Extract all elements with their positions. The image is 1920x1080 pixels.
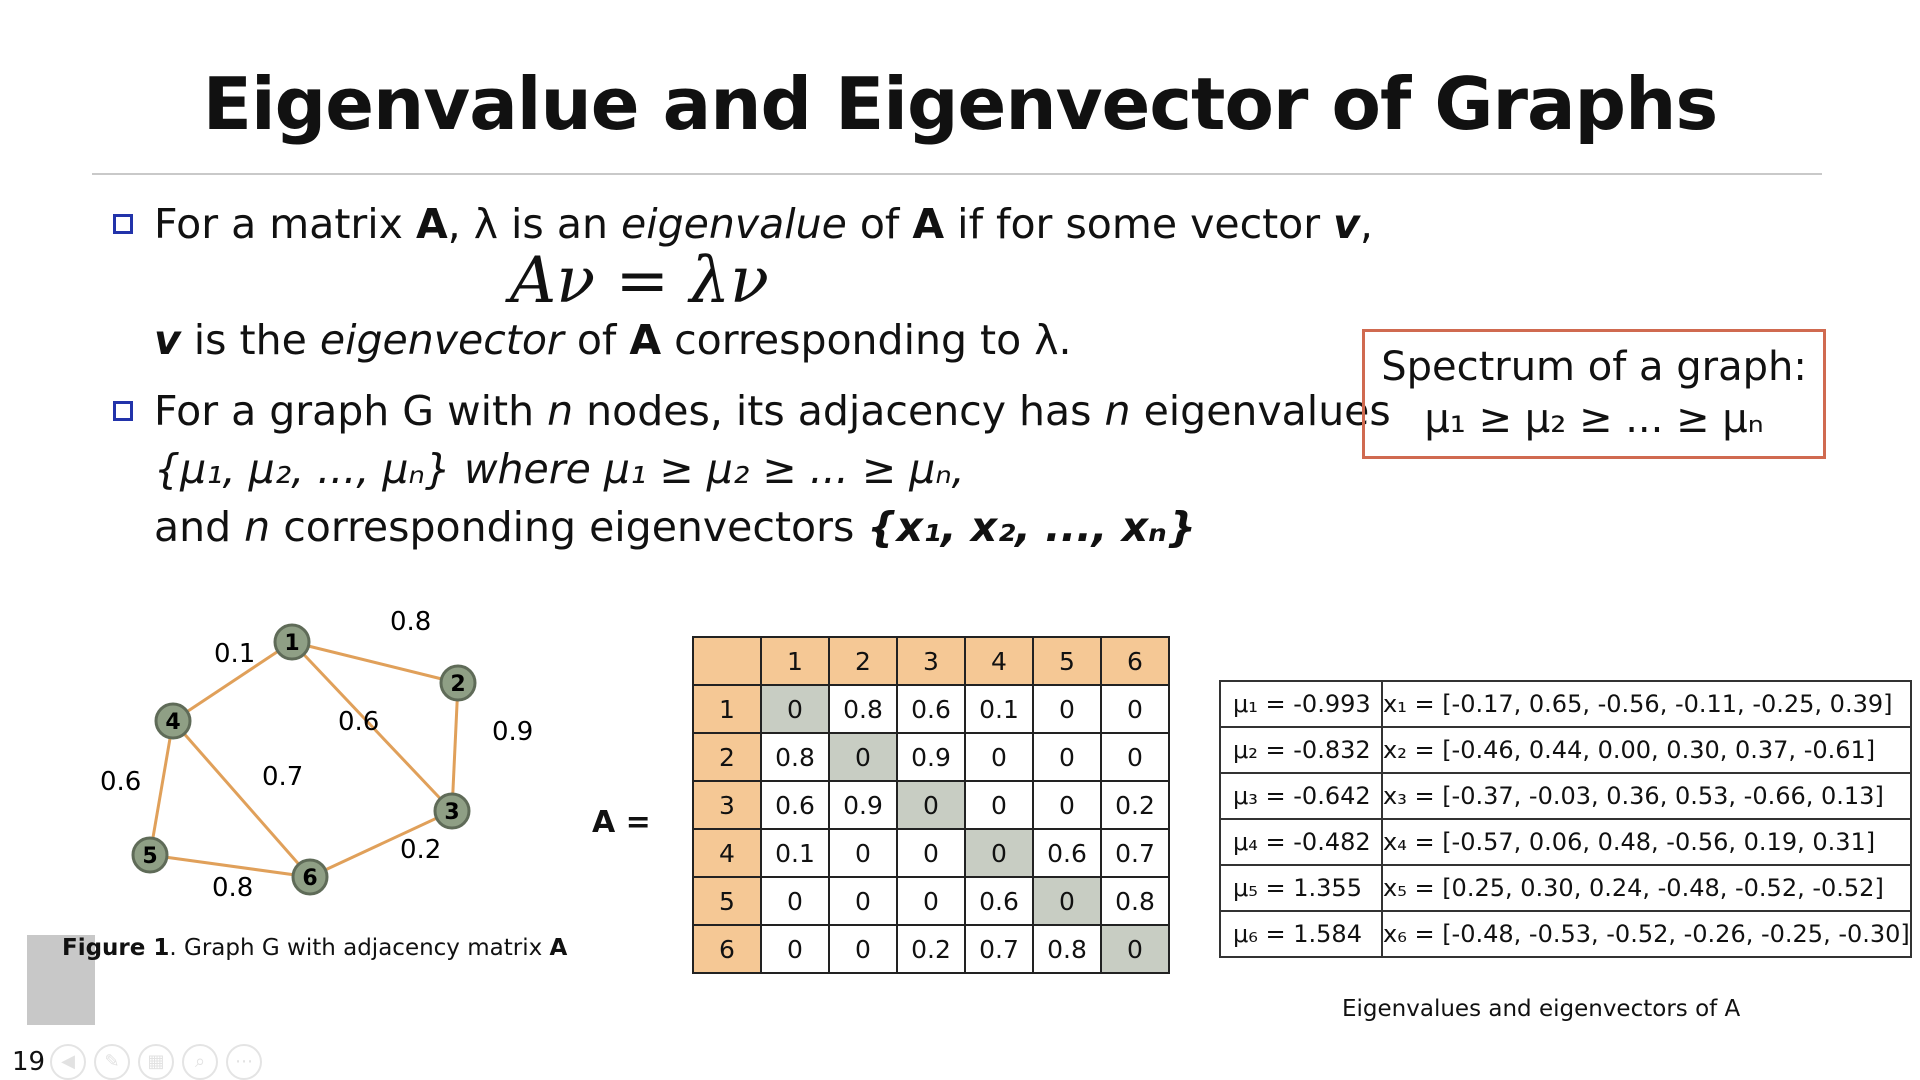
eigenvalue-cell: μ₁ = -0.993	[1220, 681, 1382, 727]
graph-node-1	[275, 625, 309, 659]
matrix-row	[693, 733, 1169, 781]
eigen-row	[1220, 911, 1911, 957]
node-label: 6	[302, 866, 318, 891]
eigenvector-cell: x₁ = [-0.17, 0.65, -0.56, -0.11, -0.25, 0.39]	[1382, 681, 1911, 727]
matrix-cell: 0	[897, 781, 965, 829]
spectrum-order: μ₁ ≥ μ₂ ≥ ... ≥ μₙ	[1424, 396, 1764, 442]
slide-title: Eigenvalue and Eigenvector of Graphs	[202, 62, 1718, 146]
matrix-row	[693, 781, 1169, 829]
matrix-cell: 0.1	[761, 829, 829, 877]
matrix-cell: 0.8	[829, 685, 897, 733]
bullet2-line1: For a graph G with n nodes, its adjacency has n eigenvalues	[154, 387, 1391, 435]
bullet-checkbox-icon	[113, 401, 133, 421]
matrix-cell: 0	[761, 925, 829, 973]
edge-weight-label: 0.8	[390, 607, 432, 637]
graph-node-2	[441, 666, 475, 700]
page-number: 19	[12, 1047, 46, 1077]
matrix-cell: 0	[1101, 685, 1169, 733]
eigen-row	[1220, 773, 1911, 819]
eigen-equation: Aν = λν	[510, 244, 769, 318]
matrix-col-header: 6	[1101, 637, 1169, 685]
title-divider	[92, 173, 1822, 175]
matrix-cell: 0	[965, 733, 1033, 781]
matrix-row	[693, 925, 1169, 973]
matrix-cell: 0	[965, 829, 1033, 877]
node-label: 5	[142, 844, 158, 869]
matrix-col-header: 2	[829, 637, 897, 685]
matrix-cell: 0.7	[965, 925, 1033, 973]
matrix-cell: 0	[761, 685, 829, 733]
edge-weight-label: 0.7	[262, 762, 304, 792]
matrix-row-header: 1	[693, 685, 761, 733]
matrix-cell: 0.9	[829, 781, 897, 829]
eigenvalue-cell: μ₆ = 1.584	[1220, 911, 1382, 957]
matrix-cell: 0	[1033, 877, 1101, 925]
eigen-table	[1219, 680, 1912, 958]
adjacency-matrix	[692, 636, 1170, 974]
matrix-cell: 0	[1033, 685, 1101, 733]
matrix-cell: 0	[829, 925, 897, 973]
matrix-row	[693, 829, 1169, 877]
matrix-col-header: 3	[897, 637, 965, 685]
bullet1-line1: For a matrix A, λ is an eigenvalue of A if for some vector v,	[154, 200, 1373, 248]
node-label: 4	[165, 710, 181, 735]
matrix-cell: 0	[965, 781, 1033, 829]
graph-node-4	[156, 704, 190, 738]
bullet1-line3: v is the eigenvector of A corresponding to λ.	[154, 316, 1072, 364]
graph-edge-1-2	[292, 642, 458, 683]
matrix-row-header: 3	[693, 781, 761, 829]
matrix-cell: 0	[829, 877, 897, 925]
graph-figure	[100, 600, 534, 920]
matrix-row	[693, 685, 1169, 733]
matrix-cell: 0	[829, 829, 897, 877]
matrix-row-header: 5	[693, 877, 761, 925]
matrix-col-header: 5	[1033, 637, 1101, 685]
node-label: 3	[444, 800, 460, 825]
matrix-cell: 0.7	[1101, 829, 1169, 877]
matrix-cell: 0	[1101, 733, 1169, 781]
matrix-cell: 0	[1033, 733, 1101, 781]
eigen-table-caption: Eigenvalues and eigenvectors of A	[1342, 996, 1741, 1022]
node-label: 1	[284, 631, 300, 656]
eigenvector-cell: x₅ = [0.25, 0.30, 0.24, -0.48, -0.52, -0.52]	[1382, 865, 1911, 911]
bullet2-line3: and n corresponding eigenvectors {x₁, x₂, ..., xₙ}	[154, 503, 1196, 551]
matrix-col-header: 1	[761, 637, 829, 685]
matrix-cell: 0.8	[761, 733, 829, 781]
matrix-cell: 0	[829, 733, 897, 781]
graph-node-3	[435, 794, 469, 828]
graph-edge-4-6	[173, 721, 310, 877]
eigenvector-cell: x₃ = [-0.37, -0.03, 0.36, 0.53, -0.66, 0.13]	[1382, 773, 1911, 819]
eigenvector-cell: x₄ = [-0.57, 0.06, 0.48, -0.56, 0.19, 0.31]	[1382, 819, 1911, 865]
eigenvector-cell: x₆ = [-0.48, -0.53, -0.52, -0.26, -0.25, -0.30]	[1382, 911, 1911, 957]
matrix-row	[693, 877, 1169, 925]
graph-edge-2-3	[452, 683, 458, 811]
matrix-cell: 0.1	[965, 685, 1033, 733]
graph-node-5	[133, 838, 167, 872]
eigenvalue-cell: μ₄ = -0.482	[1220, 819, 1382, 865]
eigen-row	[1220, 727, 1911, 773]
eigen-row	[1220, 819, 1911, 865]
edge-weight-label: 0.1	[214, 639, 256, 669]
matrix-cell: 0.6	[761, 781, 829, 829]
matrix-row-header: 2	[693, 733, 761, 781]
eigenvalue-cell: μ₂ = -0.832	[1220, 727, 1382, 773]
matrix-cell: 0.6	[1033, 829, 1101, 877]
figure-caption: Figure 1. Graph G with adjacency matrix A	[62, 935, 568, 961]
matrix-cell: 0.9	[897, 733, 965, 781]
matrix-row-header: 4	[693, 829, 761, 877]
matrix-cell: 0	[897, 829, 965, 877]
matrix-cell: 0	[761, 877, 829, 925]
edge-weight-label: 0.9	[492, 717, 534, 747]
matrix-cell: 0	[897, 877, 965, 925]
zoom-icon[interactable]: ⌕	[182, 1044, 218, 1080]
bullet-checkbox-icon	[113, 214, 133, 234]
matrix-cell: 0.2	[1101, 781, 1169, 829]
slides-icon[interactable]: ▦	[138, 1044, 174, 1080]
edge-weight-label: 0.8	[212, 873, 254, 903]
matrix-cell: 0.2	[897, 925, 965, 973]
eigenvalue-cell: μ₃ = -0.642	[1220, 773, 1382, 819]
edge-weight-label: 0.2	[400, 835, 442, 865]
spectrum-box	[1362, 329, 1826, 459]
matrix-cell: 0.6	[965, 877, 1033, 925]
matrix-cell: 0	[1101, 925, 1169, 973]
bullet2-line2: {μ₁, μ₂, ..., μₙ} where μ₁ ≥ μ₂ ≥ ... ≥ μₙ,	[154, 445, 965, 493]
spectrum-title: Spectrum of a graph:	[1381, 344, 1807, 390]
prev-icon[interactable]: ◀	[50, 1044, 86, 1080]
eigenvalue-cell: μ₅ = 1.355	[1220, 865, 1382, 911]
edge-weight-label: 0.6	[338, 707, 380, 737]
matrix-cell: 0.8	[1101, 877, 1169, 925]
slideshow-controls	[50, 1044, 262, 1080]
matrix-corner	[693, 637, 761, 685]
pen-icon[interactable]: ✎	[94, 1044, 130, 1080]
matrix-row-header: 6	[693, 925, 761, 973]
matrix-label: A =	[592, 805, 651, 840]
matrix-col-header: 4	[965, 637, 1033, 685]
matrix-cell: 0	[1033, 781, 1101, 829]
eigen-row	[1220, 681, 1911, 727]
graph-edge-4-5	[150, 721, 173, 855]
matrix-cell: 0.6	[897, 685, 965, 733]
more-icon[interactable]: ⋯	[226, 1044, 262, 1080]
matrix-cell: 0.8	[1033, 925, 1101, 973]
eigen-row	[1220, 865, 1911, 911]
eigenvector-cell: x₂ = [-0.46, 0.44, 0.00, 0.30, 0.37, -0.61]	[1382, 727, 1911, 773]
node-label: 2	[450, 672, 466, 697]
edge-weight-label: 0.6	[100, 767, 142, 797]
graph-node-6	[293, 860, 327, 894]
